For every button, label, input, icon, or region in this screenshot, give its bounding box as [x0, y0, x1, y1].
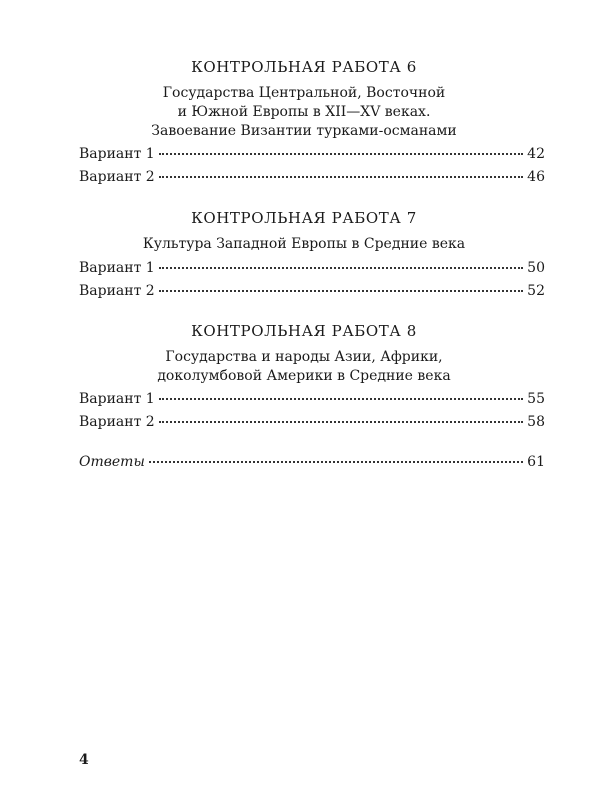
toc-entry-label: Вариант 2 [79, 283, 155, 299]
toc-entry-page: 46 [527, 169, 545, 185]
subtitle-line: Культура Западной Европы в Средние века [142, 236, 466, 252]
dot-leader [159, 290, 523, 292]
toc-entry-page: 58 [527, 414, 545, 430]
section-subtitle [0, 348, 608, 386]
toc-entry-label: Вариант 2 [79, 414, 155, 430]
section-subtitle [0, 235, 608, 254]
subtitle-line: Государства Центральной, Восточной [162, 85, 446, 101]
toc-entry-label: Вариант 1 [79, 146, 155, 162]
dot-leader [159, 176, 523, 178]
subtitle-line: Завоевание Византии турками-османами [151, 123, 457, 139]
toc-entry-answers[interactable] [79, 454, 545, 474]
toc-entry-variant-2[interactable] [79, 169, 545, 189]
toc-entry-page: 61 [527, 454, 545, 470]
toc-entry-label: Вариант 1 [79, 391, 155, 407]
section-title: КОНТРОЛЬНАЯ РАБОТА 8 [191, 322, 417, 340]
dot-leader [159, 267, 523, 269]
section-subtitle [0, 84, 608, 141]
subtitle-line: и Южной Европы в XII—XV веках. [177, 104, 431, 120]
toc-entry-page: 55 [527, 391, 545, 407]
toc-entry-page: 52 [527, 283, 545, 299]
toc-entry-variant-1[interactable] [79, 260, 545, 280]
toc-entry-variant-1[interactable] [79, 146, 545, 166]
toc-entry-variant-2[interactable] [79, 414, 545, 434]
dot-leader [159, 421, 523, 423]
toc-entry-variant-1[interactable] [79, 391, 545, 411]
section-title: КОНТРОЛЬНАЯ РАБОТА 7 [191, 209, 417, 227]
toc-entry-variant-2[interactable] [79, 283, 545, 303]
toc-entry-label: Ответы [79, 454, 145, 470]
page-number: 4 [79, 752, 89, 768]
dot-leader [149, 461, 523, 463]
subtitle-line: доколумбовой Америки в Средние века [157, 368, 451, 384]
dot-leader [159, 153, 523, 155]
dot-leader [159, 398, 523, 400]
toc-entry-page: 50 [527, 260, 545, 276]
section-title: КОНТРОЛЬНАЯ РАБОТА 6 [191, 58, 417, 76]
toc-entry-label: Вариант 1 [79, 260, 155, 276]
toc-entry-page: 42 [527, 146, 545, 162]
toc-entry-label: Вариант 2 [79, 169, 155, 185]
subtitle-line: Государства и народы Азии, Африки, [165, 349, 443, 365]
